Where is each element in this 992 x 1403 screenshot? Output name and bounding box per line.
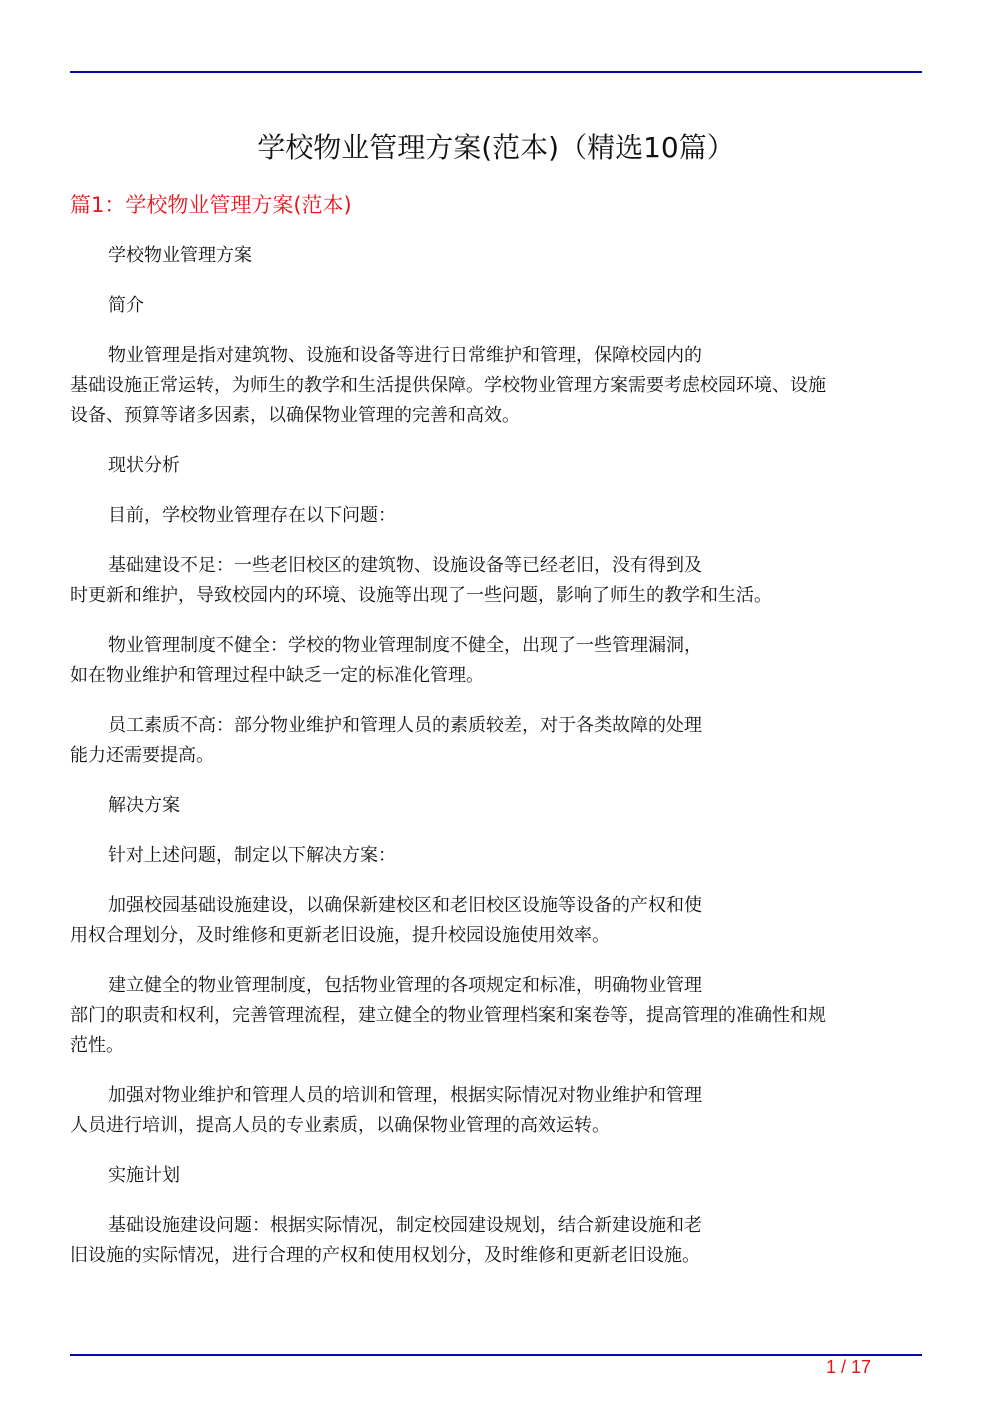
paragraph-line: 员工素质不高：部分物业维护和管理人员的素质较差，对于各类故障的处理 [108, 715, 702, 736]
paragraph-line: 能力还需要提高。 [70, 745, 214, 766]
paragraph-line: 范性。 [70, 1035, 124, 1056]
paragraph-line: 实施计划 [108, 1165, 180, 1186]
paragraph [70, 241, 922, 271]
paragraph-line: 解决方案 [108, 795, 180, 816]
paragraph-line: 用权合理划分，及时维修和更新老旧设施，提升校园设施使用效率。 [70, 925, 610, 946]
document-title: 学校物业管理方案(范本)（精选10篇） [257, 131, 735, 164]
paragraph-line: 基础设施正常运转，为师生的教学和生活提供保障。学校物业管理方案需要考虑校园环境、设施 [70, 375, 826, 396]
paragraph [70, 711, 922, 771]
footer-rule [70, 1354, 922, 1356]
paragraph [70, 551, 922, 611]
paragraph [70, 1161, 922, 1191]
paragraph-line: 基础建设不足：一些老旧校区的建筑物、设施设备等已经老旧，没有得到及 [108, 555, 702, 576]
paragraph-line: 建立健全的物业管理制度，包括物业管理的各项规定和标准，明确物业管理 [108, 975, 702, 996]
paragraph [70, 631, 922, 691]
paragraph-line: 加强校园基础设施建设，以确保新建校区和老旧校区设施等设备的产权和使 [108, 895, 702, 916]
paragraph-line: 学校物业管理方案 [108, 245, 252, 266]
paragraph-line: 物业管理制度不健全：学校的物业管理制度不健全，出现了一些管理漏洞， [108, 635, 702, 656]
paragraph [70, 841, 922, 871]
page-number: 1 / 17 [826, 1357, 872, 1377]
paragraph [70, 891, 922, 951]
document-body [70, 241, 922, 1291]
paragraph-line: 现状分析 [108, 455, 180, 476]
paragraph-line: 基础设施建设问题：根据实际情况，制定校园建设规划，结合新建设施和老 [108, 1215, 702, 1236]
paragraph [70, 791, 922, 821]
paragraph-line: 简介 [108, 295, 144, 316]
paragraph [70, 451, 922, 481]
paragraph [70, 501, 922, 531]
paragraph [70, 971, 922, 1061]
paragraph-line: 目前，学校物业管理存在以下问题： [108, 505, 396, 526]
section-heading: 篇1：学校物业管理方案(范本) [70, 193, 352, 217]
header-rule [70, 71, 922, 73]
paragraph [70, 1211, 922, 1271]
paragraph [70, 1081, 922, 1141]
paragraph-line: 旧设施的实际情况，进行合理的产权和使用权划分，及时维修和更新老旧设施。 [70, 1245, 700, 1266]
paragraph-line: 加强对物业维护和管理人员的培训和管理，根据实际情况对物业维护和管理 [108, 1085, 702, 1106]
paragraph-line: 设备、预算等诸多因素，以确保物业管理的完善和高效。 [70, 405, 520, 426]
paragraph-line: 物业管理是指对建筑物、设施和设备等进行日常维护和管理，保障校园内的 [108, 345, 702, 366]
paragraph [70, 341, 922, 431]
paragraph-line: 部门的职责和权利，完善管理流程，建立健全的物业管理档案和案卷等，提高管理的准确性和规 [70, 1005, 826, 1026]
paragraph-line: 如在物业维护和管理过程中缺乏一定的标准化管理。 [70, 665, 484, 686]
paragraph-line: 人员进行培训，提高人员的专业素质，以确保物业管理的高效运转。 [70, 1115, 610, 1136]
paragraph [70, 291, 922, 321]
paragraph-line: 针对上述问题，制定以下解决方案： [108, 845, 396, 866]
paragraph-line: 时更新和维护，导致校园内的环境、设施等出现了一些问题，影响了师生的教学和生活。 [70, 585, 772, 606]
